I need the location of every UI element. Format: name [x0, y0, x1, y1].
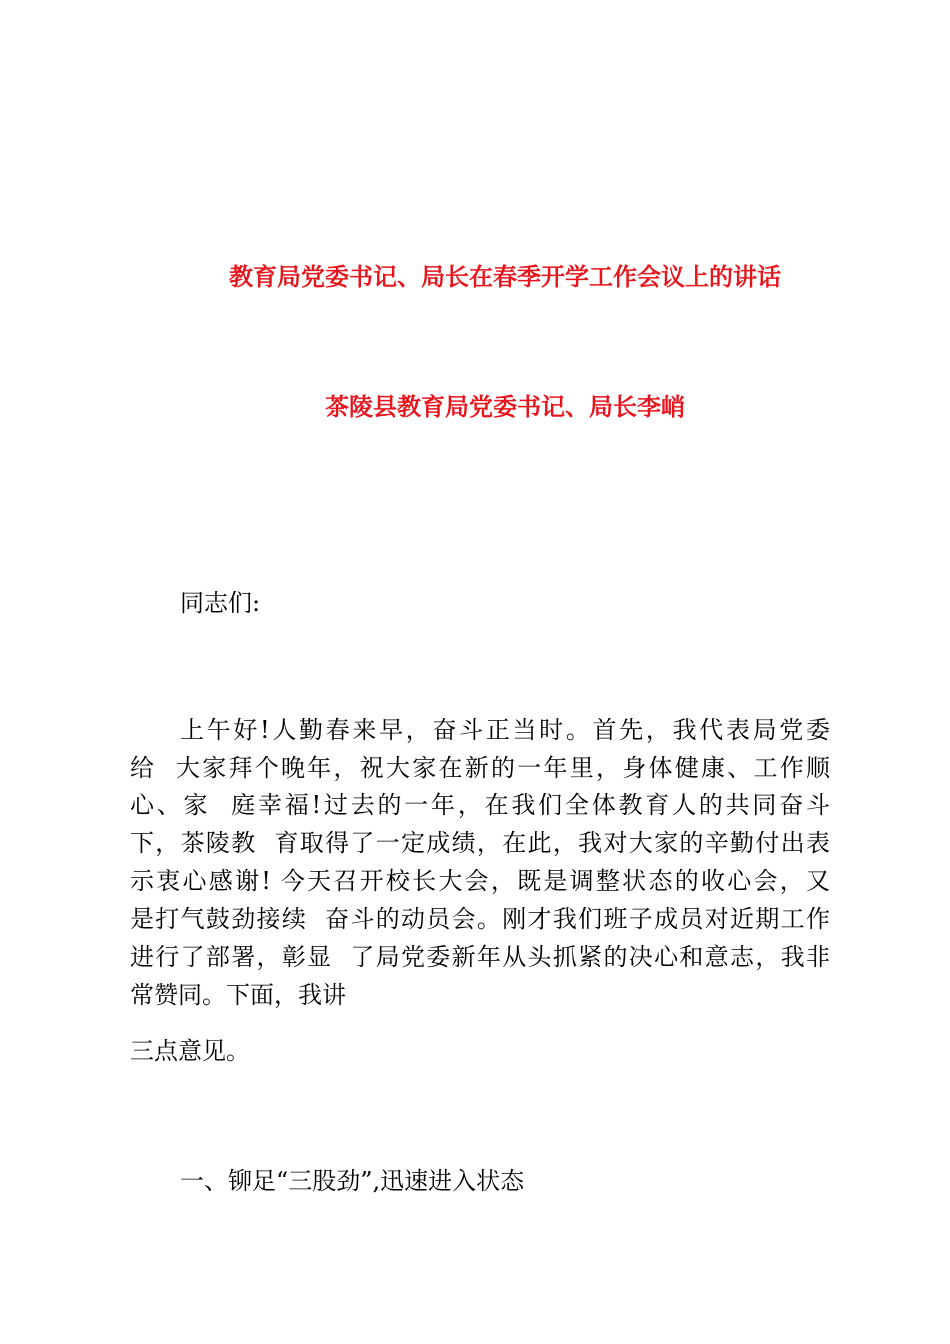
paragraph-line: 三点意见。 — [130, 1037, 250, 1065]
paragraph-line: 下，茶陵教 育取得了一定成绩，在此，我对大家的辛勤付出表 — [130, 829, 830, 857]
paragraph-line: 常赞同。下面，我讲 — [130, 981, 346, 1009]
paragraph-line: 上午好!人勤春来早，奋斗正当时。首先，我代表局党委 — [180, 716, 830, 744]
paragraph-line: 给 大家拜个晚年，祝大家在新的一年里，身体健康、工作顺 — [130, 754, 830, 782]
section-heading: 一、铆足“三股劲”,迅速进入状态 — [180, 1167, 525, 1195]
document-subtitle: 茶陵县教育局党委书记、局长李峭 — [325, 392, 685, 421]
salutation: 同志们: — [180, 589, 261, 617]
paragraph-line: 心、家 庭幸福!过去的一年，在我们全体教育人的共同奋斗 — [130, 791, 830, 819]
paragraph-line: 进行了部署，彰显 了局党委新年从头抓紧的决心和意志，我非 — [130, 943, 830, 971]
document-title: 教育局党委书记、局长在春季开学工作会议上的讲话 — [229, 262, 781, 291]
paragraph-line: 是打气鼓劲接续 奋斗的动员会。刚才我们班子成员对近期工作 — [130, 905, 830, 933]
paragraph-line: 示衷心感谢! 今天召开校长大会，既是调整状态的收心会，又 — [130, 867, 830, 895]
